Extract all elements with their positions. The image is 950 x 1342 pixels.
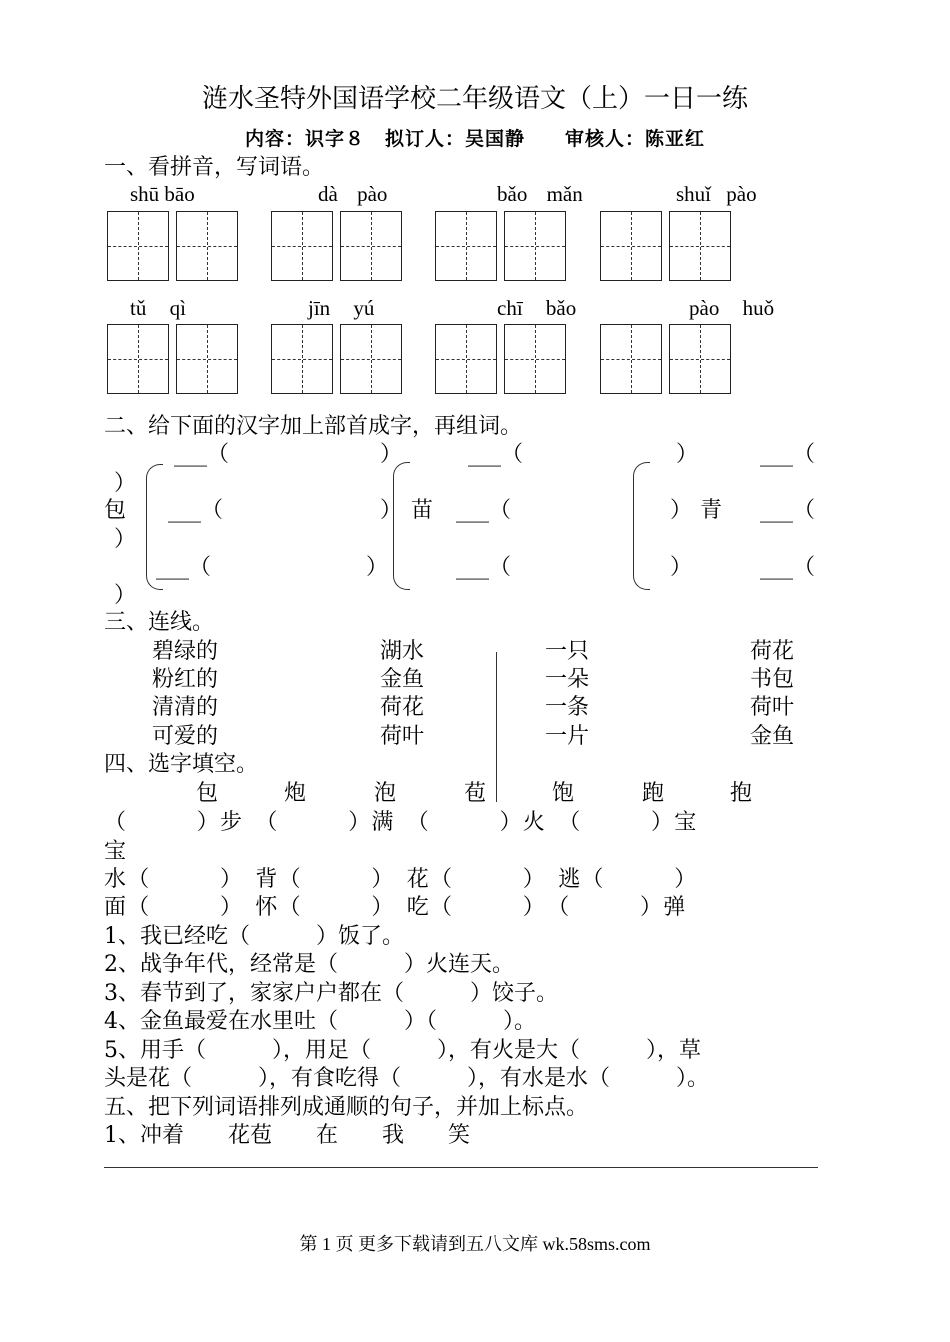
question-4[interactable]: 4、金鱼最爱在水里吐（ ）（ ）。 — [104, 1009, 536, 1034]
writing-box[interactable] — [504, 211, 566, 281]
pinyin-5: tǔ qì — [130, 296, 186, 320]
writing-box[interactable] — [435, 324, 497, 394]
writing-box[interactable] — [340, 211, 402, 281]
match-left-2: 粉红的 — [152, 667, 219, 692]
left-brace — [633, 462, 650, 590]
fill-line-2[interactable]: 水（ ） 背（ ） 花（ ） 逃（ ） — [104, 867, 698, 892]
question-2[interactable]: 2、战争年代，经常是（ ）火连天。 — [104, 952, 514, 977]
match-right-8: 金鱼 — [750, 724, 795, 749]
match-left-7: 一条 — [545, 695, 590, 720]
pinyin-6: jīn yú — [308, 296, 375, 320]
match-right-6: 书包 — [750, 667, 795, 692]
choice-char: 炮 — [284, 781, 307, 806]
match-right-3: 荷花 — [380, 695, 425, 720]
column-divider — [496, 652, 497, 802]
answer-line[interactable] — [104, 1167, 818, 1168]
page-title: 涟水圣特外国语学校二年级语文（上）一日一练 — [201, 84, 748, 114]
blank[interactable]: ___（ — [156, 555, 212, 580]
blank[interactable]: ___（ — [760, 555, 816, 580]
blank[interactable]: ___（ — [760, 498, 816, 523]
match-right-7: 荷叶 — [750, 695, 795, 720]
bracket-close: ） — [670, 498, 693, 523]
bracket-close: ） — [114, 527, 137, 552]
match-right-5: 荷花 — [750, 639, 795, 664]
choice-char: 包 — [196, 781, 219, 806]
blank[interactable]: ___（ — [760, 442, 816, 467]
section3-heading: 三、连线。 — [104, 610, 215, 635]
pinyin-7: chī bǎo — [497, 296, 577, 320]
match-right-2: 金鱼 — [380, 667, 425, 692]
section1-heading: 一、看拼音，写词语。 — [104, 155, 325, 180]
section5-heading: 五、把下列词语排列成通顺的句子，并加上标点。 — [104, 1095, 589, 1120]
match-left-4: 可爱的 — [152, 724, 219, 749]
base-char-miao: 苗 — [411, 498, 434, 523]
bracket-close: ） — [380, 442, 403, 467]
match-left-1: 碧绿的 — [152, 639, 219, 664]
blank[interactable]: ___（ — [456, 555, 512, 580]
blank[interactable]: ___（ — [468, 442, 524, 467]
writing-box[interactable] — [504, 324, 566, 394]
match-left-8: 一片 — [545, 724, 590, 749]
choice-char: 跑 — [642, 781, 665, 806]
question-1[interactable]: 1、我已经吃（ ）饭了。 — [104, 924, 404, 949]
pinyin-3: bǎo mǎn — [497, 182, 583, 206]
section2-heading: 二、给下面的汉字加上部首成字，再组词。 — [104, 414, 523, 439]
bracket-close: ） — [670, 555, 693, 580]
fill-line-3[interactable]: 面（ ） 怀（ ） 吃（ ） （ ）弹 — [104, 895, 687, 920]
choice-char: 抱 — [730, 781, 753, 806]
pinyin-2: dà pào — [318, 182, 388, 206]
base-char-qing: 青 — [700, 498, 723, 523]
choice-char: 苞 — [464, 781, 487, 806]
writing-box[interactable] — [600, 324, 662, 394]
question-5[interactable]: 5、用手（ ），用足（ ），有火是大（ ），草 — [104, 1038, 701, 1063]
match-right-1: 湖水 — [380, 639, 425, 664]
bracket-close: ） — [676, 442, 699, 467]
choice-char: 饱 — [552, 781, 575, 806]
section4-heading: 四、选字填空。 — [104, 752, 259, 777]
writing-box[interactable] — [176, 324, 238, 394]
fill-line-1[interactable]: （ ）步 （ ）满 （ ）火 （ ）宝 — [104, 810, 698, 835]
writing-box[interactable] — [271, 324, 333, 394]
base-char-bao: 包 — [104, 498, 127, 523]
match-left-5: 一只 — [545, 639, 590, 664]
question-5-wrap[interactable]: 头是花（ ），有食吃得（ ），有水是水（ ）。 — [104, 1066, 710, 1091]
blank[interactable]: ___（ — [174, 442, 230, 467]
left-brace — [393, 462, 410, 590]
sentence-words-1: 1、冲着 花苞 在 我 笑 — [104, 1123, 470, 1148]
page-subtitle: 内容：识字８ 拟订人：吴国静 审核人：陈亚红 — [244, 128, 705, 150]
writing-box[interactable] — [107, 211, 169, 281]
left-brace — [146, 464, 163, 590]
page-footer: 第 1 页 更多下载请到五八文库 wk.58sms.com — [299, 1234, 651, 1254]
match-left-3: 清清的 — [152, 695, 219, 720]
writing-box[interactable] — [435, 211, 497, 281]
bracket-close: ） — [114, 471, 137, 496]
match-left-6: 一朵 — [545, 667, 590, 692]
writing-box[interactable] — [600, 211, 662, 281]
writing-box[interactable] — [271, 211, 333, 281]
match-right-4: 荷叶 — [380, 724, 425, 749]
writing-box[interactable] — [669, 211, 731, 281]
pinyin-8: pào huǒ — [689, 296, 775, 320]
fill-line-1-wrap: 宝 — [104, 839, 127, 864]
choice-char: 泡 — [374, 781, 397, 806]
writing-box[interactable] — [669, 324, 731, 394]
bracket-close: ） — [366, 555, 389, 580]
writing-box[interactable] — [107, 324, 169, 394]
writing-box[interactable] — [340, 324, 402, 394]
bracket-close: ） — [114, 583, 137, 608]
pinyin-1: shū bāo — [130, 182, 195, 206]
blank[interactable]: ___（ — [168, 498, 224, 523]
pinyin-4: shuǐ pào — [676, 182, 757, 206]
bracket-close: ） — [380, 498, 403, 523]
blank[interactable]: ___（ — [456, 498, 512, 523]
question-3[interactable]: 3、春节到了，家家户户都在（ ）饺子。 — [104, 981, 558, 1006]
writing-box[interactable] — [176, 211, 238, 281]
